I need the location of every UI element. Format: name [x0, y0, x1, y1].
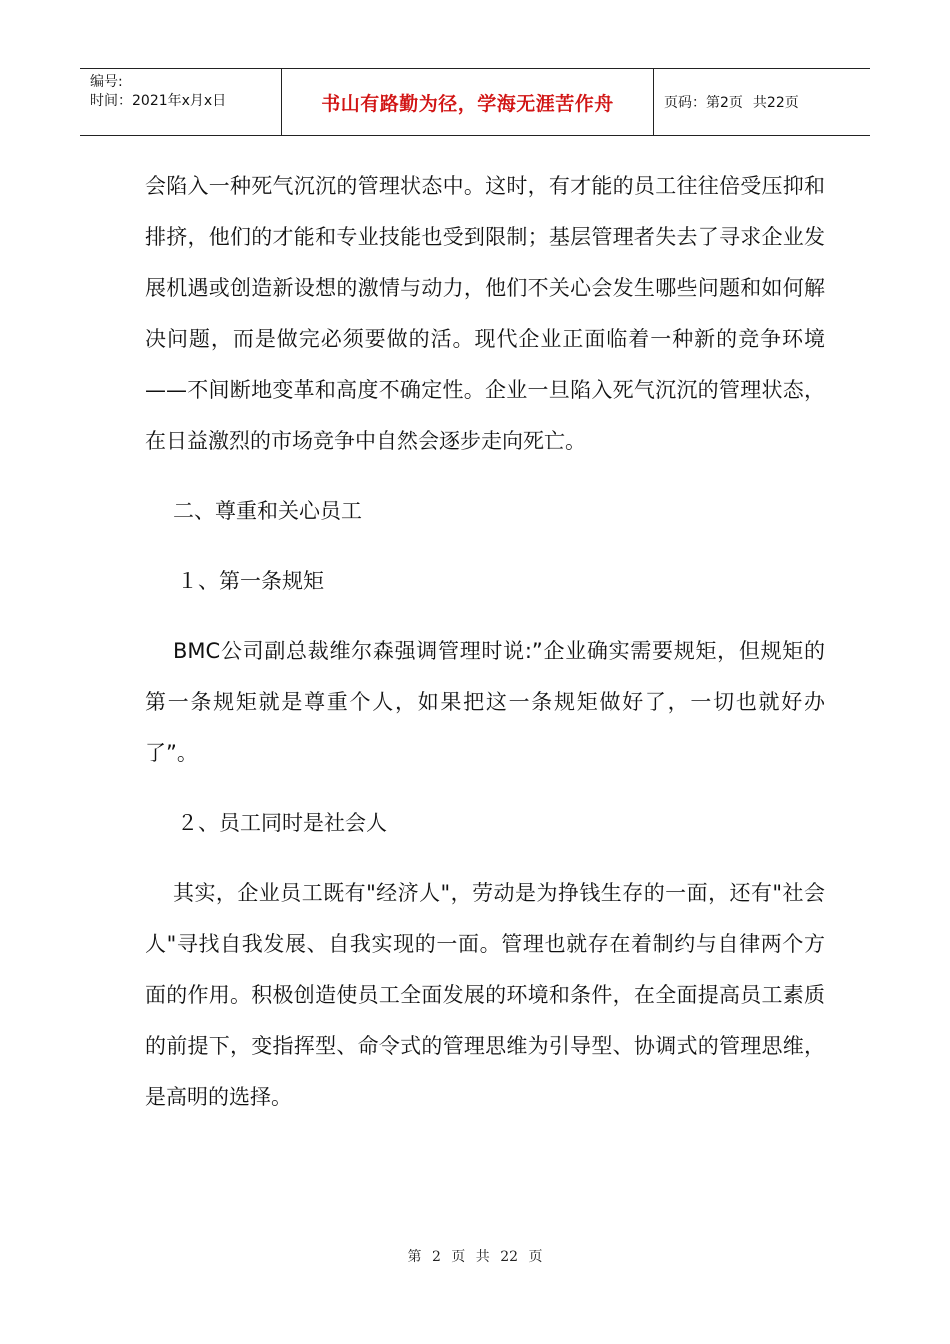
- header-page-number: 页码：第2页: [664, 95, 743, 111]
- document-date-label: 时间：2021年x月x日: [90, 93, 227, 109]
- header-motto: 书山有路勤为径，学海无涯苦作舟: [321, 92, 614, 115]
- header-motto-cell: [282, 69, 654, 135]
- subsection-heading-2: ２、员工同时是社会人: [177, 811, 387, 835]
- document-header: [80, 68, 870, 136]
- header-page-total: 共22页: [752, 95, 799, 111]
- body-paragraph-social-person: 其实，企业员工既有"经济人"，劳动是为挣钱生存的一面，还有"社会人"寻找自我发展、自我实现的一面。管理也就存在着制约与自律两个方面的作用。积极创造使员工全面发展的环境和条件，在全面提高员工素质的前提下，变指挥型、命令式的管理思维为引导型、协调式的管理思维，是高明的选择。: [145, 881, 825, 1109]
- document-number-label: 编号:: [90, 74, 123, 90]
- subsection-heading-1: １、第一条规矩: [177, 569, 324, 593]
- body-paragraph-continuation: 会陷入一种死气沉沉的管理状态中。这时，有才能的员工往往倍受压抑和排挤，他们的才能和专业技能也受到限制；基层管理者失去了寻求企业发展机遇或创造新设想的激情与动力，他们不关心会发生哪些问题和如何解决问题，而是做完必须要做的活。现代企业正面临着一种新的竞争环境——不间断地变革和高度不确定性。企业一旦陷入死气沉沉的管理状态，在日益激烈的市场竞争中自然会逐步走向死亡。: [145, 174, 825, 453]
- section-heading: 二、尊重和关心员工: [173, 499, 362, 523]
- header-meta-cell: [80, 69, 282, 135]
- page-footer: 第 2 页 共 22 页: [407, 1249, 543, 1265]
- header-page-cell: [654, 69, 870, 135]
- body-paragraph-bmc-quote: BMC公司副总裁维尔森强调管理时说:”企业确实需要规矩，但规矩的第一条规矩就是尊重个人，如果把这一条规矩做好了，一切也就好办了”。: [145, 639, 825, 765]
- document-body: [145, 161, 825, 1123]
